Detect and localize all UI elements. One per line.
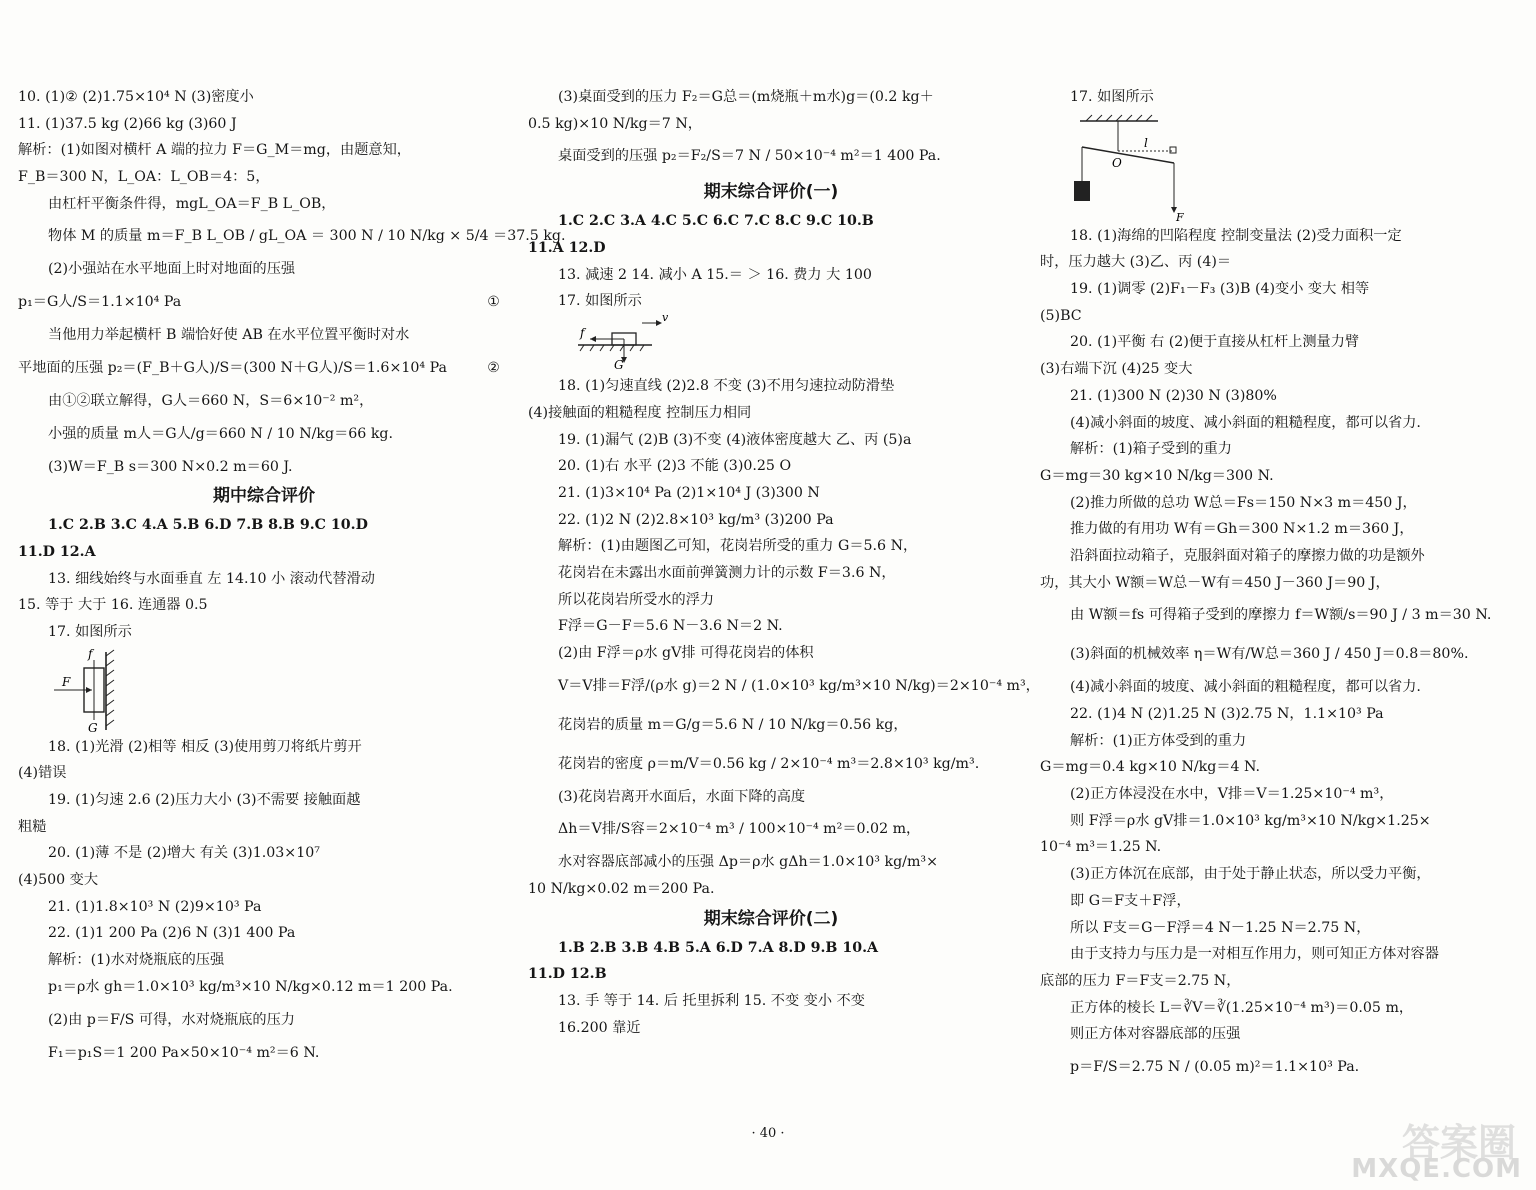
formula-line: p＝F/S＝2.75 N / (0.05 m)²＝1.1×10³ Pa. [1070,1058,1360,1075]
analysis-line: 10 N/kg×0.02 m＝200 Pa. [528,881,715,898]
answer-line: 18. (1)海绵的凹陷程度 控制变量法 (2)受力面积一定 [1070,227,1402,244]
answer-line: 21. (1)1.8×10³ N (2)9×10³ Pa [48,898,262,915]
choice-answers: 11.D 12.B [528,966,607,983]
analysis-line: 0.5 kg)×10 N/kg＝7 N， [528,115,702,132]
analysis-line: 功，其大小 W额＝W总－W有＝450 J－360 J＝90 J， [1040,574,1390,591]
answer-line: 20. (1)平衡 右 (2)便于直接从杠杆上测量力臂 [1070,334,1360,351]
formula-line [18,349,510,388]
force-diagram-block [528,311,1014,373]
analysis-line: F浮＝G－F＝5.6 N－3.6 N＝2 N. [558,618,783,635]
lever-figure [1040,111,1184,224]
analysis-line: 则 F浮＝ρ水 gV排＝1.0×10³ kg/m³×10 N/kg×1.25× [1070,812,1431,829]
formula-line: 花岗岩的密度 ρ＝m/V＝0.56 kg / 2×10⁻⁴ m³＝2.8×10³ kg/m³. [558,755,980,772]
analysis-line: (2)正方体浸没在水中，V排＝V＝1.25×10⁻⁴ m³， [1070,786,1394,803]
analysis-line: (3)正方体沉在底部，由于处于静止状态，所以受力平衡， [1070,866,1431,883]
analysis-line: (3)桌面受到的压力 F₂＝G总＝(m烧瓶＋m水)g＝(0.2 kg＋ [558,89,934,105]
answer-line: (5)BC [1040,307,1082,324]
analysis-line: 当他用力举起横杆 B 端恰好使 AB 在水平位置平衡时对水 [48,327,410,344]
answer-line: 11. (1)37.5 kg (2)66 kg (3)60 J [18,115,237,132]
analysis-line: 正方体的棱长 L＝∛V＝∛(1.25×10⁻⁴ m³)＝0.05 m， [1070,999,1414,1016]
answer-line: 22. (1)2 N (2)2.8×10³ kg/m³ (3)200 Pa [558,511,834,528]
answer-line: 17. 如图所示 [558,293,642,310]
analysis-line: 由于支持力与压力是一对相互作用力，则可知正方体对容器 [1070,946,1439,963]
section-heading-final-2: 期末综合评价(二) [703,908,839,929]
analysis-line: (2)推力所做的总功 W总＝Fs＝150 N×3 m＝450 J， [1070,494,1417,511]
answer-line: (4)减小斜面的坡度、减小斜面的粗糙程度，都可以省力. [1070,679,1421,696]
label-G: G [614,358,624,373]
answer-line: 17. 如图所示 [1070,89,1154,105]
answer-line: (4)错误 [18,765,67,782]
formula-text: 平地面的压强 p₂＝(F_B＋G人)/S＝(300 N＋G人)/S＝1.6×10⁴ Pa [18,359,447,376]
answer-line: 22. (1)4 N (2)1.25 N (3)2.75 N，1.1×10³ Pa [1070,706,1384,722]
analysis-line: 解析：(1)如图对横杆 A 端的拉力 F＝G_M＝mg，由题意知， [18,142,411,159]
analysis-line: p₁＝ρ水 gh＝1.0×10³ kg/m³×10 N/kg×0.12 m＝1 200 Pa. [48,978,453,995]
analysis-line: 解析：(1)正方体受到的重力 [1070,732,1247,749]
answer-line: 粗糙 [18,818,47,835]
answer-line: 21. (1)3×10⁴ Pa (2)1×10⁴ J (3)300 N [558,484,820,501]
analysis-line: 则正方体对容器底部的压强 [1070,1026,1241,1043]
analysis-line: 解析：(1)箱子受到的重力 [1070,441,1232,458]
answer-line: 13. 减速 2 14. 减小 A 15.＝ ＞ 16. 费力 大 100 [558,266,872,283]
answer-line: 19. (1)匀速 2.6 (2)压力大小 (3)不需要 接触面越 [48,792,361,808]
answer-line: (4)接触面的粗糙程度 控制压力相同 [528,404,752,421]
analysis-line: (3)W＝F_B s＝300 N×0.2 m＝60 J. [48,458,293,475]
answer-line: 10. (1)② (2)1.75×10⁴ N (3)密度小 [18,89,254,105]
answer-line: (3)右端下沉 (4)25 变大 [1040,361,1193,378]
formula-line: (3)斜面的机械效率 η＝W有/W总＝360 J / 450 J＝0.8＝80%. [1070,646,1469,663]
formula-line: 桌面受到的压强 p₂＝F₂/S＝7 N / 50×10⁻⁴ m²＝1 400 Pa. [558,148,941,165]
label-f: f [580,326,585,341]
marker-2: ② [487,359,500,376]
answer-line: 时，压力越大 (3)乙、丙 (4)＝ [1040,254,1232,271]
choice-answers: 1.B 2.B 3.B 4.B 5.A 6.D 7.A 8.D 9.B 10.A [558,939,879,956]
analysis-line: 沿斜面拉动箱子，克服斜面对箱子的摩擦力做的功是额外 [1070,547,1425,564]
column-left [18,84,566,1066]
analysis-line: 水对容器底部减小的压强 Δp＝ρ水 gΔh＝1.0×10³ kg/m³× [558,854,938,871]
marker-1: ① [487,294,500,311]
watermark-url: MXQE.COM [1351,1154,1522,1184]
analysis-line: 底部的压力 F＝F支＝2.75 N， [1040,972,1241,989]
answer-line: 13. 手 等于 14. 后 托里拆利 15. 不变 变小 不变 [558,993,865,1010]
answer-line: 22. (1)1 200 Pa (2)6 N (3)1 400 Pa [48,925,296,942]
formula-line: (2)由 p＝F/S 可得，水对烧瓶底的压力 [48,1011,295,1028]
label-G: G [88,720,98,735]
section-heading-midterm: 期中综合评价 [213,486,315,507]
analysis-line: 花岗岩在未露出水面前弹簧测力计的示数 F＝3.6 N， [558,564,896,581]
analysis-line: 所以 F支＝G－F浮＝4 N－1.25 N＝2.75 N， [1070,919,1371,936]
analysis-line: 由①②联立解得，G人＝660 N，S＝6×10⁻² m²， [48,392,374,409]
answer-line: 16.200 靠近 [558,1019,641,1036]
answer-line: 19. (1)漏气 (2)B (3)不变 (4)液体密度越大 乙、丙 (5)a [558,431,912,448]
analysis-line: 推力做的有用功 W有＝Gh＝300 N×1.2 m＝360 J， [1070,521,1414,538]
analysis-line: F_B＝300 N，L_OA：L_OB＝4：5， [18,169,270,186]
analysis-line: 即 G＝F支＋F浮， [1070,892,1191,909]
analysis-line: F₁＝p₁S＝1 200 Pa×50×10⁻⁴ m²＝6 N. [48,1044,320,1061]
answer-line: 18. (1)光滑 (2)相等 相反 (3)使用剪刀将纸片剪开 [48,738,362,755]
analysis-line: 解析：(1)由题图乙可知，花岗岩所受的重力 G＝5.6 N， [558,538,918,555]
answer-line: 21. (1)300 N (2)30 N (3)80% [1070,387,1277,404]
analysis-line: G＝mg＝30 kg×10 N/kg＝300 N. [1040,467,1274,484]
analysis-line: 由杠杆平衡条件得，mgL_OA＝F_B L_OB， [48,195,336,212]
answer-line: (4)减小斜面的坡度、减小斜面的粗糙程度，都可以省力. [1070,414,1421,431]
formula-line: 花岗岩的质量 m＝G/g＝5.6 N / 10 N/kg＝0.56 kg， [558,716,908,733]
formula-line: Δh＝V排/S容＝2×10⁻⁴ m³ / 100×10⁻⁴ m²＝0.02 m， [558,821,921,838]
formula-line: V＝V排＝F浮/(ρ水 g)＝2 N / (1.0×10³ kg/m³×10 N/kg)＝2×10⁻⁴ m³， [558,677,1040,694]
analysis-line: 所以花岗岩所受水的浮力 [558,591,715,608]
label-l: l [1144,135,1148,150]
label-F: F [62,674,71,689]
watermark-cn: 答案圈 [1401,1121,1516,1165]
answer-line: 19. (1)调零 (2)F₁－F₃ (3)B (4)变小 变大 相等 [1070,281,1370,298]
analysis-line: 解析：(1)水对烧瓶底的压强 [48,952,225,969]
analysis-line: G＝mg＝0.4 kg×10 N/kg＝4 N. [1040,759,1261,776]
wall-block-figure [18,646,138,734]
answer-line: 15. 等于 大于 16. 连通器 0.5 [18,597,208,614]
answer-line: (4)500 变大 [18,872,99,889]
formula-line: 小强的质量 m人＝G人/g＝660 N / 10 N/kg＝66 kg. [48,425,394,442]
formula-text: p₁＝G人/S＝1.1×10⁴ Pa [18,294,182,311]
lever-diagram [1040,111,1520,223]
analysis-line: (2)由 F浮＝ρ水 gV排 可得花岗岩的体积 [558,645,814,661]
formula-line [18,283,510,322]
force-diagram-wall [18,646,510,734]
answer-line: 13. 细线始终与水面垂直 左 14.10 小 滚动代替滑动 [48,570,375,587]
analysis-line: (3)花岗岩离开水面后，水面下降的高度 [558,788,806,805]
section-heading-final-1: 期末综合评价(一) [703,182,839,203]
choice-answers: 11.D 12.A [18,543,96,560]
column-middle [528,84,1040,1042]
label-O: O [1112,155,1122,170]
formula-line: 由 W额＝fs 可得箱子受到的摩擦力 f＝W额/s＝90 J / 3 m＝30 N. [1070,607,1492,624]
answer-line: 20. (1)薄 不是 (2)增大 有关 (3)1.03×10⁷ [48,845,320,862]
column-right [1040,84,1520,1087]
answer-line: 20. (1)右 水平 (2)3 不能 (3)0.25 O [558,458,792,475]
formula-line: 物体 M 的质量 m＝F_B L_OB / gL_OA ＝ 300 N / 10 N/kg × 5/4 ＝37.5 kg. [48,228,566,245]
analysis-line: (2)小强站在水平地面上时对地面的压强 [48,261,296,278]
answer-line: 17. 如图所示 [48,623,132,640]
block-friction-figure [528,311,669,373]
choice-answers: 1.C 2.B 3.C 4.A 5.B 6.D 7.B 8.B 9.C 10.D [48,517,368,534]
analysis-line: 10⁻⁴ m³＝1.25 N. [1040,839,1162,856]
choice-answers: 1.C 2.C 3.A 4.C 5.C 6.C 7.C 8.C 9.C 10.B [558,213,874,230]
label-F: F [1176,210,1184,224]
watermark-logo [1336,1112,1526,1184]
label-v: v [662,311,669,325]
page-number: · 40 · [751,1126,785,1141]
label-f: f [88,646,93,661]
answer-line: 18. (1)匀速直线 (2)2.8 不变 (3)不用匀速拉动防滑垫 [558,378,895,395]
choice-answers: 11.A 12.D [528,240,606,257]
